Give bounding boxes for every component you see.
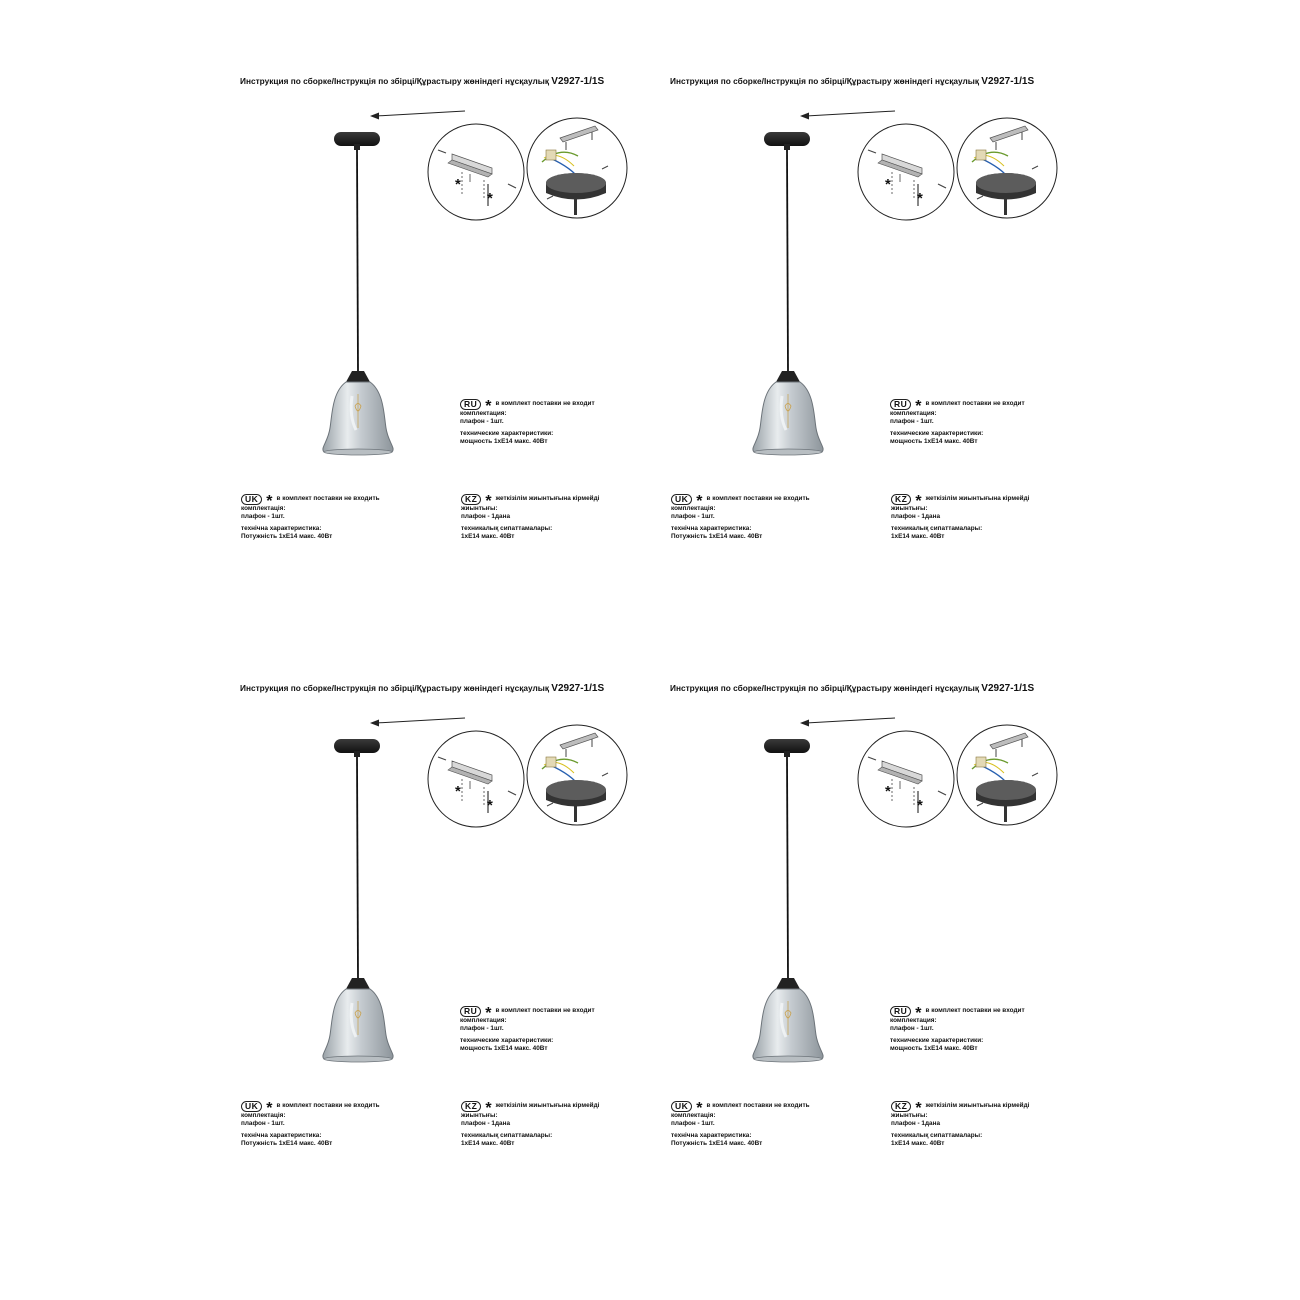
kz-block [891,1100,1029,1147]
ru-badge: RU [890,1006,911,1017]
glass-shade [753,989,823,1062]
kz-kit-label: жиынтығы: [891,505,928,512]
ru-block [460,1005,595,1052]
kz-block [461,493,599,540]
uk-note: в комплект поставки не входить [276,1102,380,1110]
title-text: Инструкция по сборке/Інструкція по збірці/Құрастыру жөніндегі нұсқаулық [240,76,549,86]
model-number: V2927-1/1S [981,683,1035,694]
asterisk-icon: * [696,1100,703,1117]
uk-block [671,493,810,540]
uk-block [241,1100,380,1147]
ceiling-canopy [764,739,810,757]
uk-kit-value: плафон - 1шт. [671,1119,715,1127]
ru-kit-value: плафон - 1шт. [460,1024,504,1032]
ru-badge: RU [460,1006,481,1017]
kz-kit-value: плафон - 1дана [891,1119,941,1127]
uk-badge: UK [671,494,692,505]
uk-spec-value: Потужність 1хЕ14 макс. 40Вт [671,532,763,540]
ru-block [460,398,595,445]
uk-badge: UK [241,494,262,505]
pendant-cord [357,757,358,978]
uk-kit-label: комплектація: [241,1112,286,1119]
asterisk-icon: * [915,1005,922,1022]
canopy-wiring-detail [957,118,1057,218]
kz-spec-value: 1хЕ14 макс. 40Вт [461,532,515,540]
kz-spec-value: 1хЕ14 макс. 40Вт [891,532,945,540]
mounting-bracket-detail [858,124,954,220]
kz-note: жеткізілім жиынтығына кірмейді [925,495,1030,503]
uk-spec-label: технічна характеристика: [241,1132,322,1140]
svg-text:*: * [455,176,461,193]
ru-spec-label: технические характеристики: [890,430,984,438]
mounting-bracket-detail [428,731,524,827]
ceiling-canopy [334,132,380,150]
uk-kit-label: комплектація: [241,505,286,512]
svg-text:*: * [885,783,891,800]
asterisk-icon: * [485,398,492,415]
svg-text:*: * [917,797,923,814]
assembly-figure [240,683,670,1103]
uk-spec-label: технічна характеристика: [671,525,752,533]
uk-spec-label: технічна характеристика: [241,525,322,533]
uk-note: в комплект поставки не входить [706,1102,810,1110]
ru-block [890,1005,1025,1052]
title-text: Инструкция по сборке/Інструкція по збірці/Құрастыру жөніндегі нұсқаулық [240,683,549,693]
uk-spec-value: Потужність 1хЕ14 макс. 40Вт [671,1139,763,1147]
svg-text:*: * [917,190,923,207]
model-number: V2927-1/1S [551,683,605,694]
svg-text:*: * [455,783,461,800]
ru-block [890,398,1025,445]
canopy-wiring-detail [527,725,627,825]
pendant-cord [787,150,788,371]
model-number: V2927-1/1S [551,76,605,87]
asterisk-icon: * [485,493,492,510]
instruction-sheet [240,683,670,1203]
asterisk-icon: * [915,1100,922,1117]
kz-spec-label: техникалық сипаттамалары: [891,1132,983,1140]
uk-kit-label: комплектація: [671,1112,716,1119]
canopy-wiring-detail [957,725,1057,825]
arrow-left-icon [370,111,465,120]
ru-spec-value: мощность 1хЕ14 макс. 40Вт [890,437,978,445]
ru-kit-value: плафон - 1шт. [460,417,504,425]
instruction-sheet [240,76,670,596]
ru-spec-value: мощность 1хЕ14 макс. 40Вт [460,1044,548,1052]
uk-kit-value: плафон - 1шт. [241,1119,285,1127]
ru-kit-label: комплектация: [890,1017,937,1024]
arrow-left-icon [800,718,895,727]
lamp-holder [776,978,800,989]
kz-kit-label: жиынтығы: [461,1112,498,1119]
uk-spec-value: Потужність 1хЕ14 макс. 40Вт [241,532,333,540]
kz-spec-label: техникалық сипаттамалары: [891,525,983,533]
ru-badge: RU [890,399,911,410]
uk-note: в комплект поставки не входить [276,495,380,503]
ru-badge: RU [460,399,481,410]
lamp-holder [346,978,370,989]
uk-kit-value: плафон - 1шт. [241,512,285,520]
uk-badge: UK [671,1101,692,1112]
mounting-bracket-detail [428,124,524,220]
instruction-sheet [670,683,1100,1203]
ru-kit-value: плафон - 1шт. [890,417,934,425]
ru-note: в комплект поставки не входит [495,400,595,408]
assembly-figure [240,76,670,496]
kz-spec-value: 1хЕ14 макс. 40Вт [461,1139,515,1147]
asterisk-icon: * [266,1100,273,1117]
canopy-wiring-detail [527,118,627,218]
kz-badge: KZ [891,494,911,505]
kz-kit-value: плафон - 1дана [461,512,511,520]
arrow-left-icon [800,111,895,120]
ru-note: в комплект поставки не входит [495,1007,595,1015]
kz-badge: KZ [461,494,481,505]
ru-kit-label: комплектация: [460,410,507,417]
kz-kit-value: плафон - 1дана [891,512,941,520]
kz-kit-label: жиынтығы: [891,1112,928,1119]
assembly-figure [670,683,1100,1103]
kz-note: жеткізілім жиынтығына кірмейді [495,495,600,503]
instruction-sheet [670,76,1100,596]
uk-kit-label: комплектація: [671,505,716,512]
kz-block [891,493,1029,540]
asterisk-icon: * [485,1100,492,1117]
ru-kit-value: плафон - 1шт. [890,1024,934,1032]
uk-block [671,1100,810,1147]
lamp-holder [776,371,800,382]
glass-shade [753,382,823,455]
ru-kit-label: комплектация: [460,1017,507,1024]
ru-spec-label: технические характеристики: [460,430,554,438]
pendant-cord [357,150,358,371]
uk-block [241,493,380,540]
uk-badge: UK [241,1101,262,1112]
ru-spec-label: технические характеристики: [890,1037,984,1045]
ceiling-canopy [334,739,380,757]
asterisk-icon: * [915,398,922,415]
ru-spec-value: мощность 1хЕ14 макс. 40Вт [460,437,548,445]
glass-shade [323,989,393,1062]
kz-block [461,1100,599,1147]
ru-kit-label: комплектация: [890,410,937,417]
title-text: Инструкция по сборке/Інструкція по збірці/Құрастыру жөніндегі нұсқаулық [670,76,979,86]
svg-text:*: * [487,190,493,207]
asterisk-icon: * [485,1005,492,1022]
kz-badge: KZ [461,1101,481,1112]
svg-text:*: * [885,176,891,193]
uk-spec-value: Потужність 1хЕ14 макс. 40Вт [241,1139,333,1147]
mounting-bracket-detail [858,731,954,827]
ceiling-canopy [764,132,810,150]
uk-note: в комплект поставки не входить [706,495,810,503]
kz-badge: KZ [891,1101,911,1112]
uk-kit-value: плафон - 1шт. [671,512,715,520]
asterisk-icon: * [696,493,703,510]
pendant-cord [787,757,788,978]
kz-kit-label: жиынтығы: [461,505,498,512]
svg-text:*: * [487,797,493,814]
kz-spec-label: техникалық сипаттамалары: [461,525,553,533]
lamp-holder [346,371,370,382]
ru-note: в комплект поставки не входит [925,400,1025,408]
ru-spec-value: мощность 1хЕ14 макс. 40Вт [890,1044,978,1052]
glass-shade [323,382,393,455]
asterisk-icon: * [915,493,922,510]
assembly-figure [670,76,1100,496]
uk-spec-label: технічна характеристика: [671,1132,752,1140]
kz-note: жеткізілім жиынтығына кірмейді [925,1102,1030,1110]
ru-note: в комплект поставки не входит [925,1007,1025,1015]
asterisk-icon: * [266,493,273,510]
model-number: V2927-1/1S [981,76,1035,87]
kz-spec-label: техникалық сипаттамалары: [461,1132,553,1140]
title-text: Инструкция по сборке/Інструкція по збірці/Құрастыру жөніндегі нұсқаулық [670,683,979,693]
kz-note: жеткізілім жиынтығына кірмейді [495,1102,600,1110]
ru-spec-label: технические характеристики: [460,1037,554,1045]
arrow-left-icon [370,718,465,727]
kz-spec-value: 1хЕ14 макс. 40Вт [891,1139,945,1147]
kz-kit-value: плафон - 1дана [461,1119,511,1127]
